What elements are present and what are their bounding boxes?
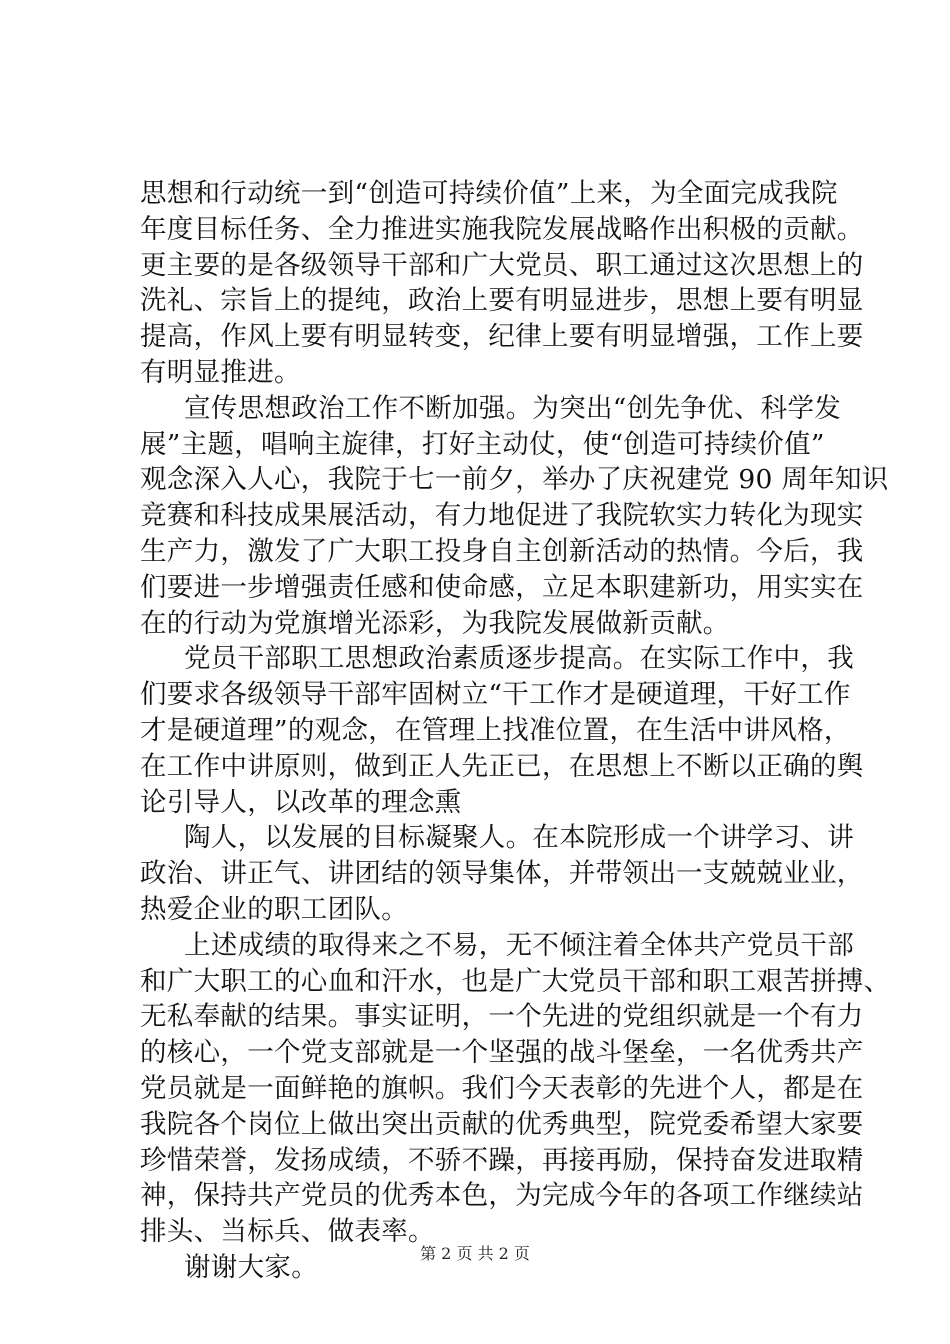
paragraph-start-line: 宣传思想政治工作不断加强。为突出“创先争优、科学发	[184, 392, 842, 424]
text-line: 洗礼、宗旨上的提纯，政治上要有明显进步，思想上要有明显	[140, 285, 864, 317]
document-body	[140, 176, 891, 1286]
text-line: 的核心，一个党支部就是一个坚强的战斗堡垒，一名优秀共产	[140, 1037, 864, 1069]
text-line: 党员就是一面鲜艳的旗帜。我们今天表彰的先进个人，都是在	[140, 1072, 864, 1104]
text-line: 年度目标任务、全力推进实施我院发展战略作出积极的贡献。	[140, 213, 864, 245]
text-line: 政治、讲正气、讲团结的领导集体，并带领出一支兢兢业业，	[140, 858, 864, 890]
page-number-footer: 第 2 页 共 2 页	[420, 1244, 530, 1263]
text-line: 们要进一步增强责任感和使命感，立足本职建新功，用实实在	[140, 571, 864, 603]
text-line: 论引导人，以改革的理念熏	[140, 786, 462, 818]
text-line: 生产力，激发了广大职工投身自主创新活动的热情。今后，我	[140, 535, 864, 567]
text-line: 有明显推进。	[140, 356, 301, 388]
text-line: 们要求各级领导干部牢固树立“干工作才是硬道理，干好工作	[140, 679, 851, 711]
text-line: 更主要的是各级领导干部和广大党员、职工通过这次思想上的	[140, 249, 864, 281]
text-line: 展”主题，唱响主旋律，打好主动仗，使“创造可持续价值”	[140, 428, 825, 460]
closing-line: 谢谢大家。	[184, 1251, 318, 1283]
paragraph-start-line: 陶人，以发展的目标凝聚人。在本院形成一个讲学习、讲	[184, 822, 854, 854]
text-line: 无私奉献的结果。事实证明，一个先进的党组织就是一个有力	[140, 1001, 864, 1033]
text-line: 思想和行动统一到“创造可持续价值”上来，为全面完成我院	[140, 178, 838, 209]
text-line: 热爱企业的职工团队。	[140, 893, 408, 925]
text-line: 排头、当标兵、做表率。	[140, 1216, 435, 1248]
text-line: 在工作中讲原则，做到正人先正已，在思想上不断以正确的舆	[140, 750, 864, 782]
text-line: 提高，作风上要有明显转变，纪律上要有明显增强，工作上要	[140, 321, 864, 353]
text-line: 观念深入人心，我院于七一前夕，举办了庆祝建党 90 周年知识	[140, 464, 889, 496]
paragraph-start-line: 党员干部职工思想政治素质逐步提高。在实际工作中，我	[184, 643, 854, 675]
paragraph-start-line: 上述成绩的取得来之不易，无不倾注着全体共产党员干部	[184, 929, 854, 961]
text-line: 我院各个岗位上做出突出贡献的优秀典型，院党委希望大家要	[140, 1108, 864, 1140]
text-line: 才是硬道理”的观念，在管理上找准位置，在生活中讲风格，	[140, 714, 851, 746]
text-line: 在的行动为党旗增光添彩，为我院发展做新贡献。	[140, 607, 730, 639]
text-line: 神，保持共产党员的优秀本色，为完成今年的各项工作继续站	[140, 1180, 864, 1212]
text-line: 和广大职工的心血和汗水，也是广大党员干部和职工艰苦拼搏、	[140, 965, 891, 997]
text-line: 竞赛和科技成果展活动，有力地促进了我院软实力转化为现实	[140, 500, 864, 532]
text-line: 珍惜荣誉，发扬成绩，不骄不躁，再接再励，保持奋发进取精	[140, 1144, 864, 1176]
